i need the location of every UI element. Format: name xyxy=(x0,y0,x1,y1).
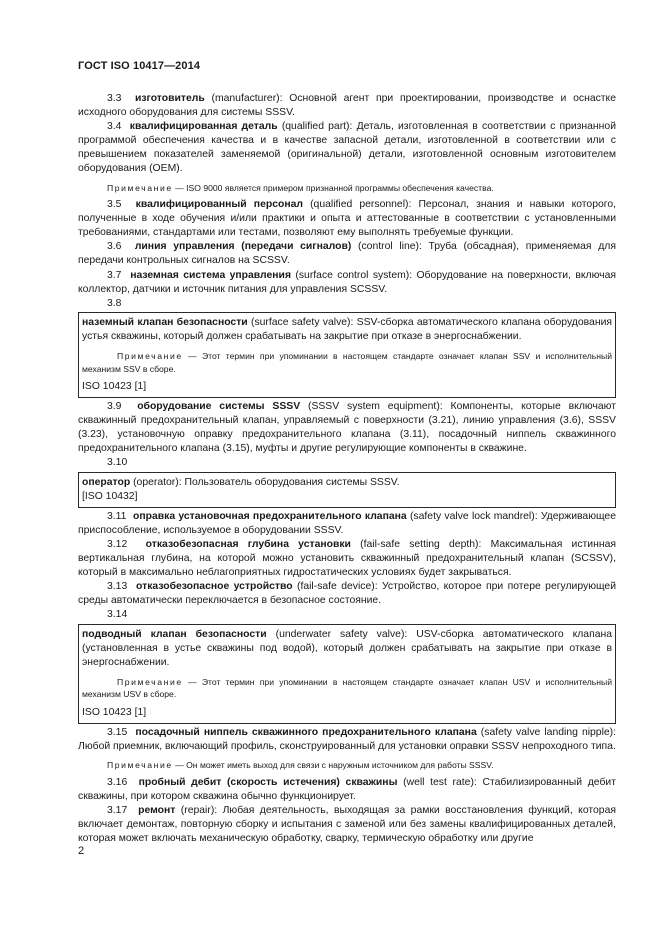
entry-text: оператор (operator): Пользователь оборудования системы SSSV. xyxy=(82,476,400,488)
note: Примечание — Он может иметь выход для связи с наружным источником для работы SSSV. xyxy=(107,760,494,771)
note: Примечание — ISO 9000 является примером признанной программы обеспечения качества. xyxy=(107,182,494,193)
term: квалифицированная деталь xyxy=(129,121,278,133)
entry-3-10-box xyxy=(78,472,616,508)
entry-number: 3.10 xyxy=(107,457,128,469)
entry-3-7: 3.7 наземная система управления (surface control system): Оборудование на поверхности, включая коллектор, датчики и источник питания для управления SCSSV. xyxy=(78,269,617,295)
entry-3-4: 3.4 квалифицированная деталь (qualified part): Деталь, изготовленная в соответствии с признанной программой обеспечения качества и в качестве запасной детали, изготовленной в соответствии или с превышением показателей заменяемой (оригинальной) детали, изготовленной основным изготовителем оборудования (OEM). xyxy=(78,121,616,175)
note: Примечание — Этот термин при упоминании в настоящем стандарте означает клапан SSV и исполнительный механизм SSV в сборе. xyxy=(82,351,612,374)
entry-3-9: 3.9 оборудование системы SSSV (SSSV system equipment): Компоненты, которые включают скважинный предохранительный клапан, управляемый с поверхности (3.21), линию управления (3.6), SSSV (3.23), установочную оправку предохранительного клапана (3.11), посадочный ниппель скважинного предохранительного клапана (3.15), муфты и другие регулирующие компоненты в скважине. xyxy=(78,401,616,455)
entry-3-3: 3.3 изготовитель (manufacturer): Основной агент при проектировании, производстве и оснастке исходного оборудования для системы SSSV. xyxy=(78,93,616,119)
term: изготовитель xyxy=(134,93,205,104)
entry-3-12: 3.12 отказобезопасная глубина установки (fail-safe setting depth): Максимальная истинная вертикальная глубина, на которой можно установить скважинный предохранительный клапан (SCSSV), который в максимально неблагоприятных гидростатических условиях будет закрываться. xyxy=(78,538,616,579)
term: наземный клапан безопасности xyxy=(82,316,248,328)
document-header: ГОСТ ISO 10417—2014 xyxy=(78,60,201,72)
note: Примечание — Этот термин при упоминании в настоящем стандарте означает клапан USV и исполнительный механизм USV в сборе. xyxy=(82,676,613,700)
term: наземная система управления xyxy=(130,269,292,281)
entry-number: 3.8 xyxy=(107,297,122,309)
entry-3-14-box xyxy=(78,624,616,724)
entry-3-16: 3.16 пробный дебит (скорость истечения) скважины (well test rate): Стабилизированный дебит скважины, при котором скважина обычно функционирует. xyxy=(78,776,616,802)
entry-3-13: 3.13 отказобезопасное устройство (fail-safe device): Устройство, которое при потере регулирующей среды автоматически переключается в безопасное состояние. xyxy=(78,581,617,607)
source-reference: [ISO 10432] xyxy=(82,490,138,502)
term: оператор xyxy=(82,476,131,488)
term: ремонт xyxy=(138,804,176,816)
entry-3-8-box xyxy=(78,312,616,398)
term: подводный клапан безопасности xyxy=(82,628,267,640)
entry-text: подводный клапан безопасности (underwater safety valve): USV-сборка автоматического клапана (установленная в устье скважины под водой), который должен срабатывать на закрытие при отказе в энергоснабжении. xyxy=(82,628,612,668)
document-body xyxy=(78,92,616,846)
term: отказобезопасное устройство xyxy=(136,581,293,593)
entry-3-17: 3.17 ремонт (repair): Любая деятельность, выходящая за рамки восстановления функций, которая включает демонтаж, повторную сборку и испытания с заменой или без замены квалифицированных деталей, которая может включать механическую обработку, сварку, термическую обработку или другие xyxy=(78,804,616,844)
term: оправка установочная предохранительного клапана xyxy=(133,510,407,522)
entry-3-5: 3.5 квалифицированный персонал (qualified personnel): Персонал, знания и навыки которого, полученные в ходе обучения и/или практики и опыта и аттестованные в соответствии с установленными требованиями, стандартами или тестами, позволяют ему выполнять требуемые функции. xyxy=(78,199,616,239)
page-number: 2 xyxy=(78,845,85,857)
term: пробный дебит (скорость истечения) скважины xyxy=(138,776,398,788)
term: посадочный ниппель скважинного предохранительного клапана xyxy=(135,726,477,738)
entry-3-11: 3.11 оправка установочная предохранительного клапана (safety valve lock mandrel): Удерживающее приспособление, используемое в оборудовании SSSV. xyxy=(78,510,616,536)
entry-text: наземный клапан безопасности (surface safety valve): SSV-сборка автоматического клапана оборудования устья скважины, который должен срабатывать на закрытие при отказе в энергоснабжении. xyxy=(82,316,612,342)
term: квалифицированный персонал xyxy=(135,199,303,211)
term: оборудование системы SSSV xyxy=(137,401,301,413)
source-reference: ISO 10423 [1] xyxy=(82,706,147,718)
term: линия управления (передачи сигналов) xyxy=(134,241,352,253)
entry-3-6: 3.6 линия управления (передачи сигналов) (control line): Труба (обсадная), применяемая для передачи контрольных сигналов на SCSSV. xyxy=(78,241,616,267)
source-reference: ISO 10423 [1] xyxy=(82,381,147,392)
term: отказобезопасная глубина установки xyxy=(145,538,351,550)
entry-number: 3.14 xyxy=(107,609,128,621)
entry-3-15: 3.15 посадочный ниппель скважинного предохранительного клапана (safety valve landing nipple): Любой приемник, включающий профиль, сконструированный для установки оправки SSSV непроходного типа. xyxy=(78,726,617,752)
